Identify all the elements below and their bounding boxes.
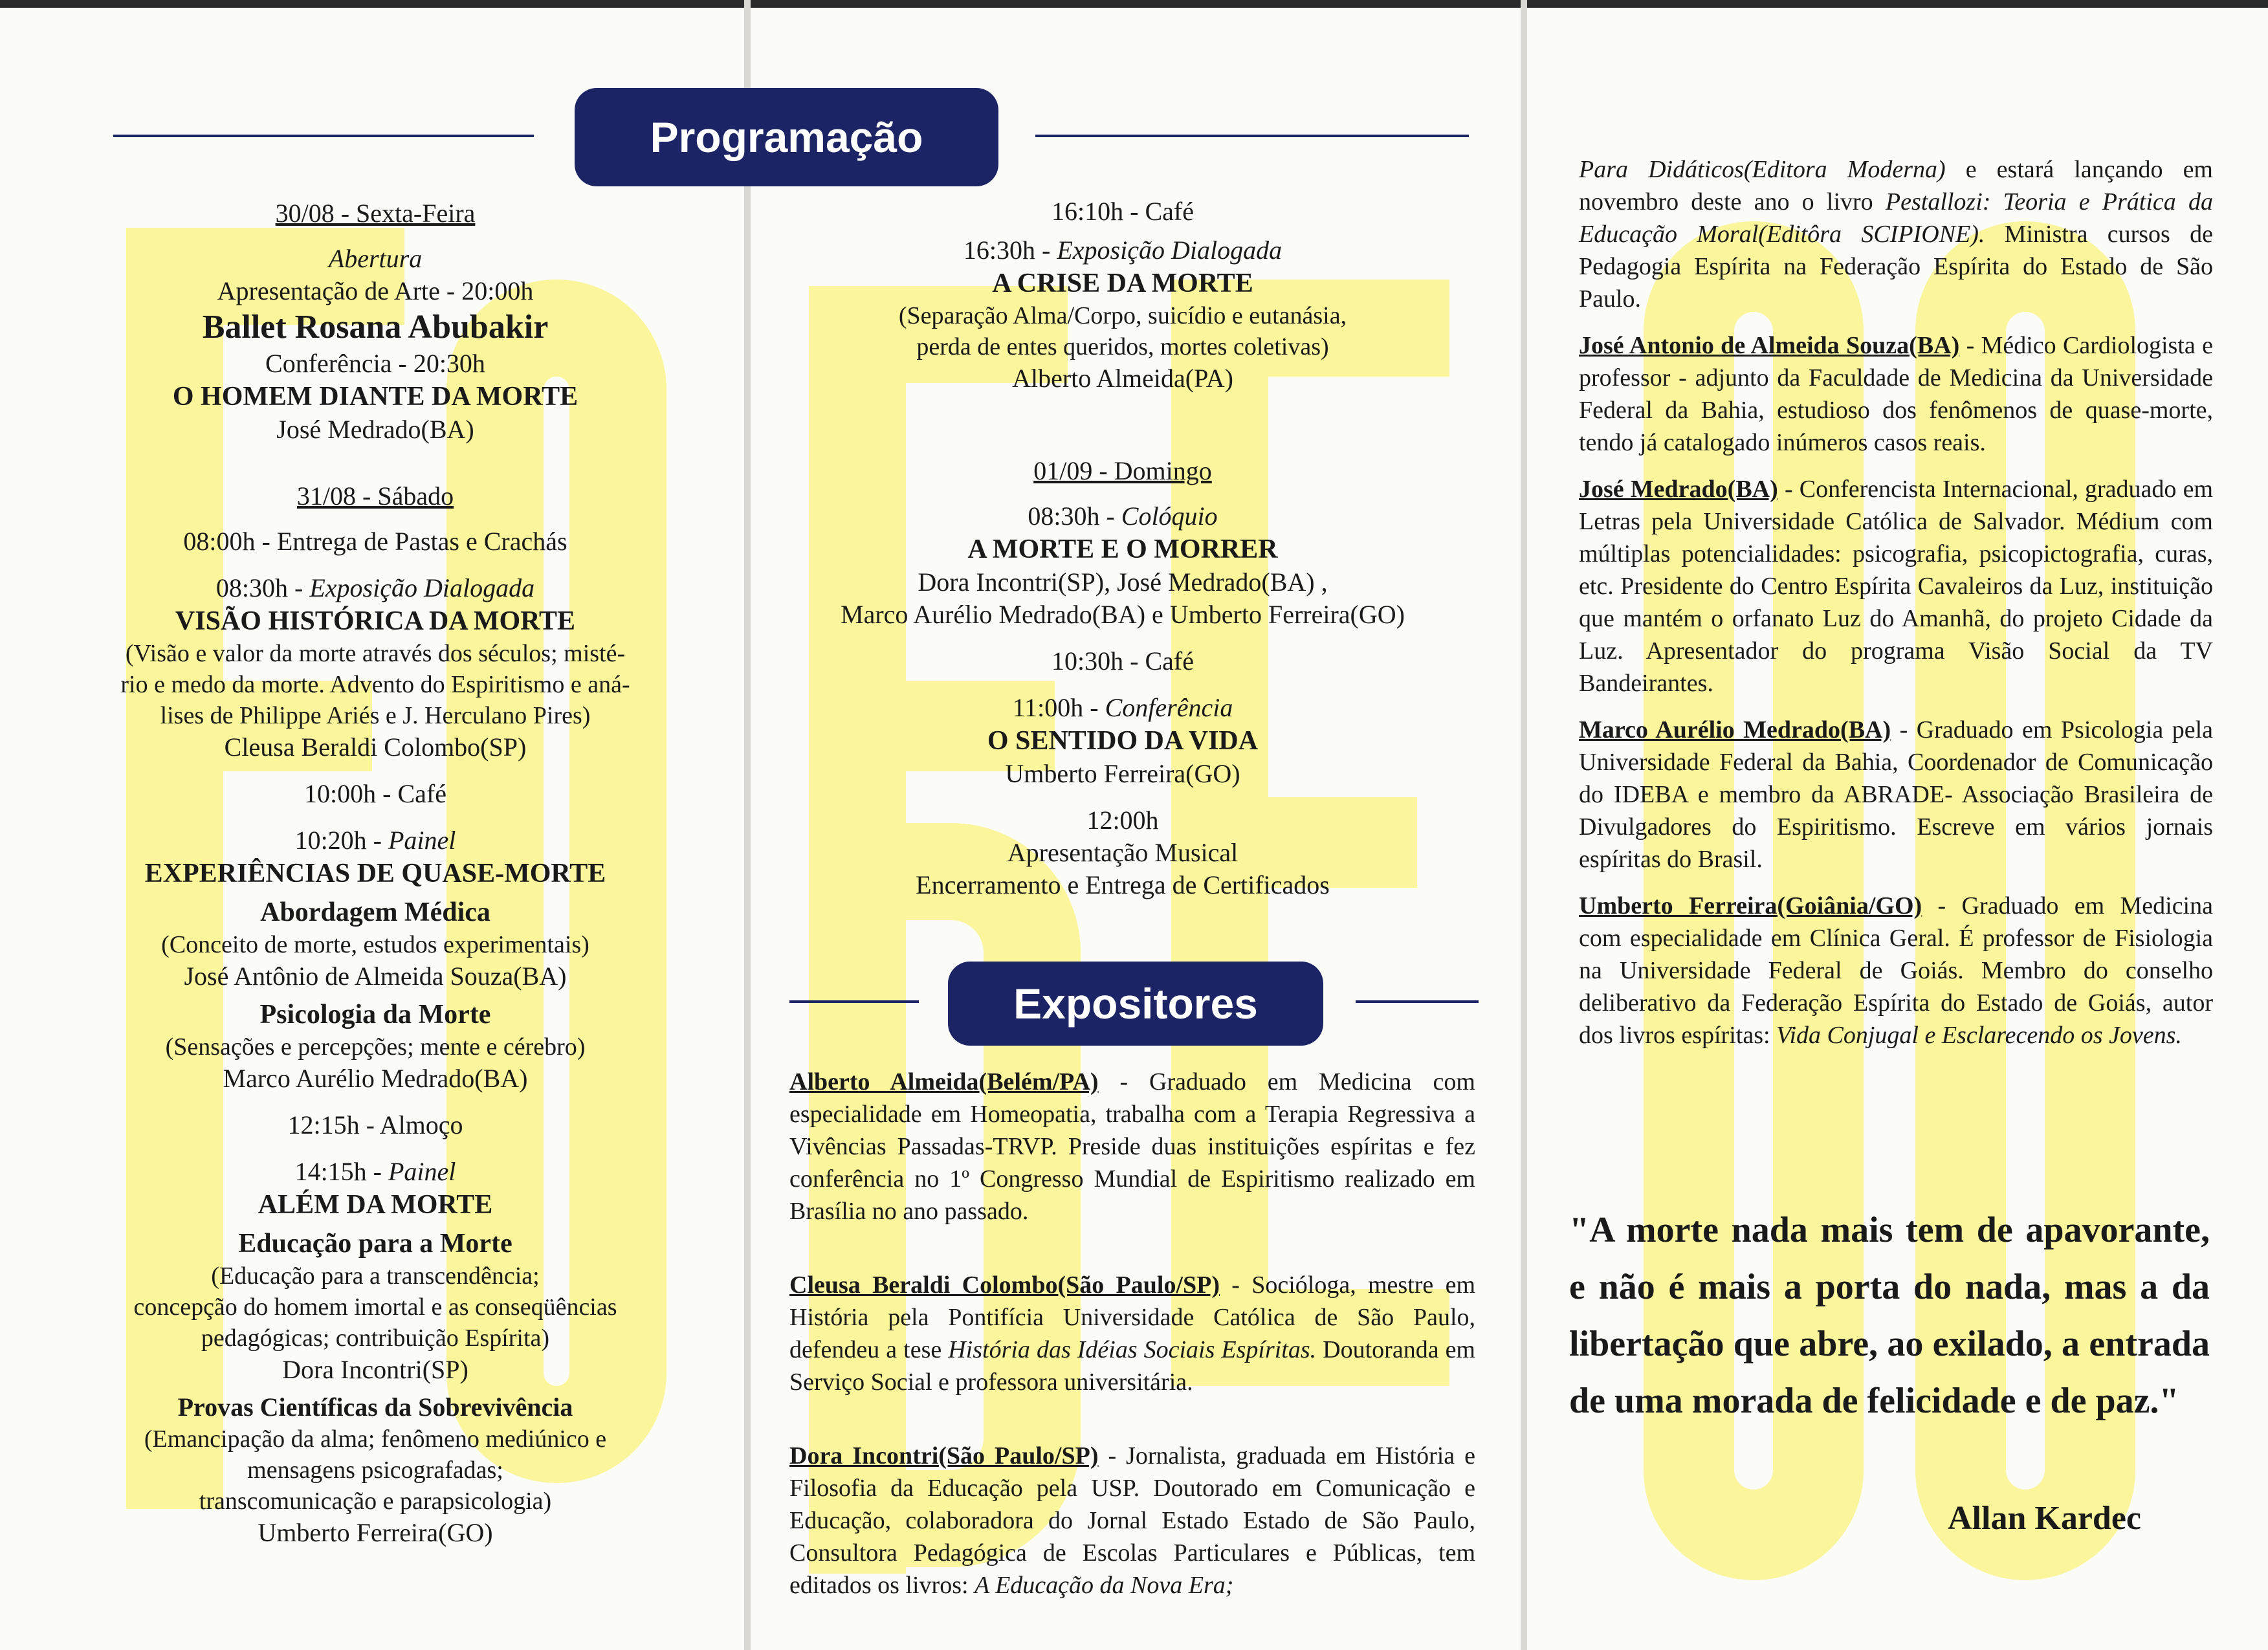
- panel-left: [0, 8, 744, 1650]
- fold-line: [744, 0, 751, 1650]
- expositores-list-continued: [1579, 153, 2213, 1066]
- session-time: Conferência - 20:30h: [265, 349, 485, 378]
- session-time: Apresentação de Arte - 20:00h: [217, 276, 534, 305]
- book-title: Para Didáticos(Editora Moderna): [1579, 156, 1946, 183]
- session-title: ALÉM DA MORTE: [258, 1190, 493, 1220]
- session-description: (Separação Alma/Corpo, suicídio e eutanásia,: [898, 302, 1347, 329]
- expositor-bio: - Médico Cardiologista e professor - adjunto da Faculdade de Medicina da Universidade Federal da Bahia, estudioso dos fenômenos de quase-morte, tendo já catalogado inúmeros casos reais.: [1579, 332, 2213, 456]
- expositor-name: Marco Aurélio Medrado(BA): [1579, 716, 1891, 743]
- kardec-quote: "A morte nada mais tem de apavorante, e não é mais a porta do nada, mas a da libertação que abre, ao exilado, a entrada de uma morada de felicidade e de paz.": [1569, 1210, 2210, 1421]
- session-time: 08:30h -: [215, 573, 310, 602]
- expositores-list: [789, 1066, 1475, 1616]
- day-date: 31/08 - Sábado: [296, 481, 454, 511]
- divider-line: [789, 1000, 919, 1003]
- bio-jose-antonio: [1579, 329, 2213, 459]
- expositor-bio: e estará lançando em novembro deste ano o livro: [1579, 156, 2213, 215]
- session-type: Colóquio: [1121, 501, 1218, 531]
- speaker-names: Marco Aurélio Medrado(BA) e Umberto Ferreira(GO): [841, 600, 1405, 629]
- divider-line: [1356, 1000, 1479, 1003]
- session-description: mensagens psicografadas;: [247, 1457, 503, 1484]
- expositor-bio: - Graduado em Medicina com especialidade em Homeopatia, trabalha com a Terapia Regressiva a Vivências Passadas-TRVP. Preside duas instituições espíritas e fez conferência no 1º Congresso Mundial de Espiritismo realizado em Brasília no ano passado.: [789, 1068, 1475, 1225]
- speaker-name: Alberto Almeida(PA): [1012, 364, 1233, 393]
- schedule-column-1: [104, 189, 647, 1549]
- session-time: 12:15h - Almoço: [287, 1110, 463, 1139]
- session-description: transcomunicação e parapsicologia): [199, 1488, 552, 1515]
- speaker-name: Dora Incontri(SP): [282, 1355, 468, 1384]
- subsession-title: Psicologia da Morte: [259, 1000, 491, 1029]
- book-title: Pestallozi: Teoria e Prática da Educação Moral(Editôra SCIPIONE).: [1579, 188, 2214, 248]
- divider-line: [1039, 135, 1469, 137]
- panel-middle: [751, 8, 1521, 1650]
- session-description: pedagógicas; contribuição Espírita): [201, 1325, 550, 1352]
- session-description: (Educação para a transcendência;: [211, 1262, 540, 1290]
- session-title: O HOMEM DIANTE DA MORTE: [172, 382, 578, 412]
- session-title: A MORTE E O MORRER: [967, 534, 1278, 564]
- speaker-names: Dora Incontri(SP), José Medrado(BA) ,: [918, 567, 1328, 597]
- day-date: 01/09 - Domingo: [1033, 456, 1212, 485]
- divider-line: [113, 135, 534, 137]
- session-description: perda de entes queridos, mortes coletivas): [916, 333, 1329, 360]
- schedule-column-2: [770, 195, 1475, 901]
- expositor-name: Alberto Almeida(Belém/PA): [789, 1068, 1099, 1095]
- fold-line: [1521, 0, 1527, 1650]
- session-description: (Conceito de morte, estudos experimentais): [161, 931, 589, 958]
- subsession-title: Abordagem Médica: [260, 897, 490, 927]
- bio-dora-continued: [1579, 153, 2213, 315]
- scan-top-edge: [0, 0, 2268, 8]
- session-title: O SENTIDO DA VIDA: [987, 726, 1259, 756]
- bio-umberto: [1579, 890, 2213, 1051]
- closing-item: Encerramento e Entrega de Certificados: [916, 870, 1330, 899]
- book-title: A Educação da Nova Era;: [974, 1572, 1234, 1599]
- session-time: 11:00h -: [1012, 693, 1105, 722]
- session-type: Conferência: [1105, 693, 1233, 722]
- expositor-bio: Ministra cursos de Pedagogia Espírita na Federação Espírita do Estado de São Paulo.: [1579, 221, 2214, 313]
- session-time: 16:30h -: [963, 236, 1057, 265]
- programacao-heading: Programação: [575, 88, 998, 186]
- expositor-name: José Antonio de Almeida Souza(BA): [1579, 332, 1960, 359]
- speaker-name: Cleusa Beraldi Colombo(SP): [224, 732, 527, 762]
- session-description: lises de Philippe Ariés e J. Herculano Pires): [160, 702, 591, 729]
- session-title: VISÃO HISTÓRICA DA MORTE: [175, 606, 576, 636]
- expositor-name: Cleusa Beraldi Colombo(São Paulo/SP): [789, 1271, 1220, 1299]
- book-title: Vida Conjugal e Esclarecendo os Jovens.: [1776, 1022, 2182, 1049]
- closing-item: Apresentação Musical: [1007, 838, 1239, 867]
- bio-marco: [1579, 714, 2213, 875]
- session-time: 10:20h -: [294, 826, 388, 855]
- session-description: (Emancipação da alma; fenômeno mediúnico e: [144, 1425, 607, 1453]
- speaker-name: Marco Aurélio Medrado(BA): [223, 1064, 528, 1093]
- panel-right: [1527, 8, 2268, 1650]
- session-time: 08:00h - Entrega de Pastas e Crachás: [183, 527, 567, 556]
- expositor-name: Umberto Ferreira(Goiânia/GO): [1579, 892, 1922, 919]
- session-description: (Visão e valor da morte através dos séculos; misté-: [125, 640, 626, 667]
- expositor-bio: - Socióloga, mestre em História pela Pontifícia Universidade Católica de São Paulo, defendeu a tese: [789, 1271, 1475, 1363]
- expositor-name: Dora Incontri(São Paulo/SP): [789, 1442, 1099, 1469]
- expositor-bio: Doutoranda em Serviço Social e professora universitária.: [789, 1336, 1475, 1396]
- speaker-name: Umberto Ferreira(GO): [1005, 759, 1240, 788]
- subsession-title: Educação para a Morte: [238, 1229, 512, 1259]
- subsession-title: Provas Científicas da Sobrevivência: [177, 1392, 573, 1422]
- quote-author: Allan Kardec: [1948, 1500, 2141, 1537]
- speaker-name: José Antônio de Almeida Souza(BA): [184, 962, 567, 991]
- expositor-name: José Medrado(BA): [1579, 476, 1778, 503]
- session-type: Exposição Dialogada: [309, 573, 535, 602]
- session-time: 14:15h -: [294, 1157, 388, 1186]
- expositores-heading: Expositores: [948, 962, 1323, 1046]
- session-type: Exposição Dialogada: [1057, 236, 1283, 265]
- session-time: 10:30h - Café: [1051, 646, 1194, 676]
- session-description: rio e medo da morte. Advento do Espiritismo e aná-: [120, 671, 630, 698]
- bio-dora: [789, 1440, 1475, 1601]
- session-label: Abertura: [328, 244, 423, 273]
- expositor-bio: - Graduado em Psicologia pela Universidade Federal da Bahia, Coordenador de Comunicação do IDEBA e membro da ABRADE- Associação Brasileira de Divulgadores do Espiritismo. Escreve em vários jornais espíritas do Brasil.: [1579, 716, 2213, 873]
- session-time: 16:10h - Café: [1051, 197, 1194, 226]
- session-time: 08:30h -: [1028, 501, 1121, 531]
- session-type: Painel: [388, 1157, 456, 1186]
- session-title: EXPERIÊNCIAS DE QUASE-MORTE: [144, 859, 606, 888]
- expositor-bio: - Jornalista, graduada em História e Filosofia da Educação pela USP. Doutorado em Comunicação e Educação, colaboradora do Jornal Estado Estado de São Paulo, Consultora Pedagógica de Escolas Particulares e Públicas, tem editados os livros:: [789, 1442, 1475, 1599]
- session-type: Painel: [388, 826, 456, 855]
- session-time: 12:00h: [1086, 806, 1159, 835]
- speaker-name: Umberto Ferreira(GO): [258, 1518, 493, 1547]
- expositor-bio: - Graduado em Medicina com especialidade em Clínica Geral. É professor de Fisiologia na Universidade Federal de Goiás. Membro do conselho deliberativo da Federação Espírita do Estado de Goiás, autor dos livros espíritas:: [1579, 892, 2213, 1049]
- expositor-bio: - Conferencista Internacional, graduado em Letras pela Universidade Católica de Salvador. Médium com múltiplas potencialidades: psicografia, psicopictografia, curas, etc. Presidente do Centro Espírita Cavaleiros da Luz, instituição que mantém o orfanato Luz do Amanhã, do projeto Cidade da Luz. Apresentador do programa Visão Social da TV Bandeirantes.: [1579, 476, 2213, 697]
- speaker-name: José Medrado(BA): [276, 415, 474, 444]
- session-time: 10:00h - Café: [304, 779, 446, 808]
- bio-alberto: [789, 1066, 1475, 1227]
- day-date: 30/08 - Sexta-Feira: [275, 199, 476, 228]
- session-description: (Sensações e percepções; mente e cérebro): [165, 1033, 586, 1061]
- session-title: A CRISE DA MORTE: [992, 269, 1253, 298]
- bio-cleusa: [789, 1269, 1475, 1398]
- thesis-title: História das Idéias Sociais Espíritas.: [948, 1336, 1317, 1363]
- bio-jose-medrado: [1579, 473, 2213, 699]
- session-description: concepção do homem imortal e as conseqüências: [133, 1293, 617, 1321]
- session-title: Ballet Rosana Abubakir: [202, 309, 549, 346]
